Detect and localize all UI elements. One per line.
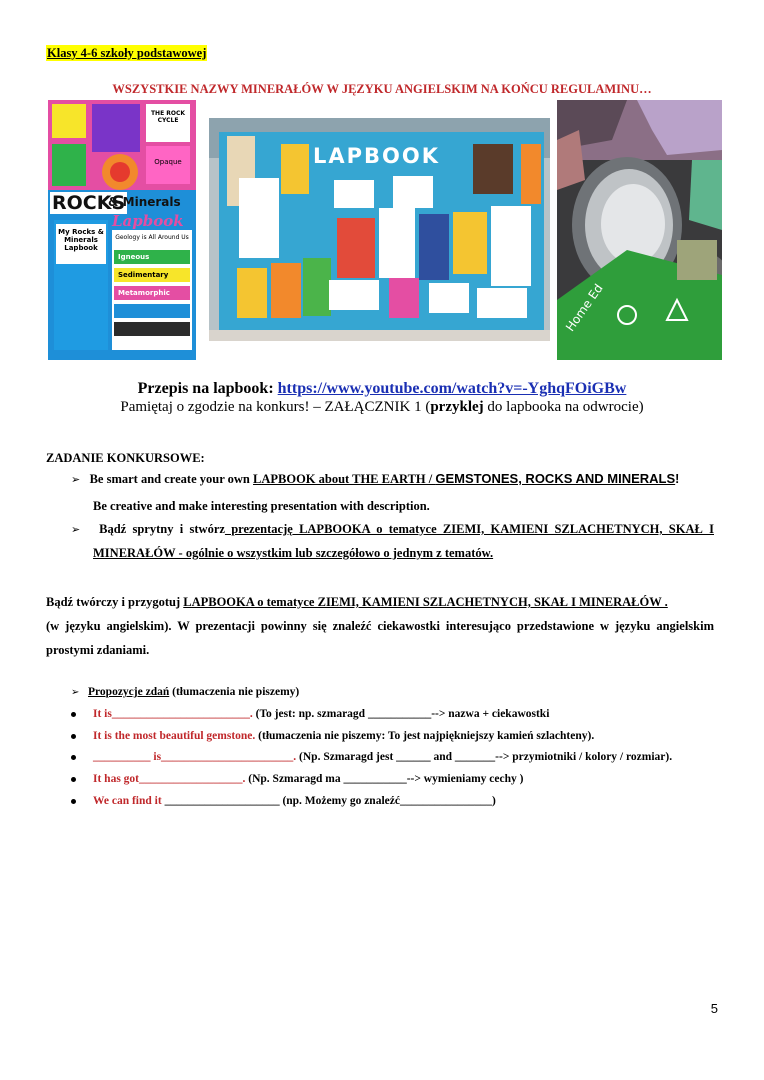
igneous-label: Igneous	[118, 253, 150, 261]
bullet-dot-icon	[71, 755, 76, 760]
consent-bold: przyklej	[430, 399, 484, 415]
sedimentary-label: Sedimentary	[118, 271, 169, 279]
youtube-link[interactable]: https://www.youtube.com/watch?v=-YghqFOiGBw	[277, 380, 627, 397]
lapbook-script: Lapbook	[112, 212, 184, 230]
consent-before: Pamiętaj o zgodzie na konkurs! – ZAŁĄCZNIK 1 (	[120, 399, 431, 415]
arrow-bullet-icon: ➢	[71, 473, 81, 486]
geology-label: Geology is All Around Us	[115, 234, 189, 241]
task-en-bullet	[71, 471, 679, 487]
rocks-title: ROCKS	[52, 192, 126, 214]
page-number: 5	[710, 1001, 718, 1016]
proposal-note: (tłumaczenia nie piszemy: To jest najpiękniejszy kamień szlachteny).	[255, 730, 595, 742]
task-en-line2: Be creative and make interesting presentation with description.	[93, 499, 430, 513]
task-en-text: Be smart and create your own	[89, 472, 254, 486]
metamorphic-label: Metamorphic	[118, 289, 170, 297]
proposal-note: ____________________ (np. Możemy go znaleźć________________)	[161, 795, 496, 807]
proposal-note: (To jest: np. szmaragd ___________--> nazwa + ciekawostki	[252, 708, 550, 720]
home-ed-brand: Home Ed	[563, 281, 606, 335]
proposal-phrase: It has got__________________.	[93, 773, 246, 785]
task-pl-bullet	[71, 522, 714, 537]
minerals-notice: WSZYSTKIE NAZWY MINERAŁÓW W JĘZYKU ANGIELSKIM NA KOŃCU REGULAMINU…	[112, 82, 652, 96]
bullet-dot-icon	[71, 777, 76, 782]
proposals-title: Propozycje zdań	[88, 686, 170, 698]
task-en-link: LAPBOOK about THE EARTH /	[253, 472, 436, 486]
body-paragraph	[46, 590, 714, 662]
body-p1: Bądź twórczy i przygotuj	[46, 595, 184, 609]
opaque-label: Opaque	[154, 158, 182, 166]
rocks-minerals-lapbook-image	[48, 100, 196, 360]
proposal-phrase: We can find it	[93, 795, 162, 807]
proposal-item	[71, 730, 594, 742]
body-p2: (w języku angielskim). W prezentacji powinny się znaleźć ciekawostki interesująco przedstawione w języku angielskim prostymi zdaniami.	[46, 619, 714, 657]
arrow-bullet-icon: ➢	[71, 687, 80, 698]
proposal-note: (Np. Szmaragd jest ______ and _______--> przymiotniki / kolory / rozmiar).	[296, 751, 673, 763]
proposals-note: (tłumaczenia nie piszemy)	[169, 686, 300, 698]
arrow-bullet-icon: ➢	[71, 523, 81, 536]
minerals-title: & Minerals	[108, 195, 181, 209]
proposal-item	[71, 773, 523, 785]
bullet-dot-icon	[71, 799, 76, 804]
proposal-item	[71, 708, 549, 720]
proposals-heading	[71, 686, 299, 698]
recipe-label: Przepis na lapbook:	[137, 380, 274, 397]
proposal-item	[71, 751, 672, 763]
geode-crystals-image	[557, 100, 722, 360]
proposal-phrase: It is________________________.	[93, 708, 253, 720]
consent-after: do lapbooka na odwrocie)	[483, 399, 644, 415]
proposal-item	[71, 795, 496, 807]
bullet-dot-icon	[71, 734, 76, 739]
bullet-dot-icon	[71, 712, 76, 717]
consent-line	[0, 399, 764, 416]
body-p1-link: LAPBOOKA o tematyce ZIEMI, KAMIENI SZLACHETNYCH, SKAŁ I MINERAŁÓW .	[183, 595, 668, 609]
lapbook-board-image	[209, 118, 550, 341]
lapbook-banner: LAPBOOK	[313, 144, 441, 168]
rock-cycle-label: THE ROCK CYCLE	[150, 110, 186, 124]
my-rocks-label: My Rocks & Minerals Lapbook	[58, 228, 104, 252]
proposal-phrase: __________ is_______________________.	[93, 751, 297, 763]
task-pl-line2: MINERAŁÓW - ogólnie o wszystkim lub szczegółowo o jednym z tematów.	[93, 546, 494, 560]
proposal-note: (Np. Szmaragd ma ___________--> wymieniamy cechy )	[245, 773, 524, 785]
task-heading: ZADANIE KONKURSOWE:	[46, 451, 205, 465]
proposal-phrase: It is the most beautiful gemstone.	[93, 730, 256, 742]
task-en-link-sans: GEMSTONES, ROCKS AND MINERALS	[435, 471, 676, 486]
task-pl-text: Bądź sprytny i stwórz	[99, 522, 225, 536]
task-en-end: !	[675, 472, 680, 486]
task-pl-link: prezentację LAPBOOKA o tematyce ZIEMI, KAMIENI SZLACHETNYCH, SKAŁ I	[224, 522, 714, 536]
recipe-line	[0, 380, 764, 398]
grade-label: Klasy 4-6 szkoły podstawowej	[47, 46, 207, 60]
